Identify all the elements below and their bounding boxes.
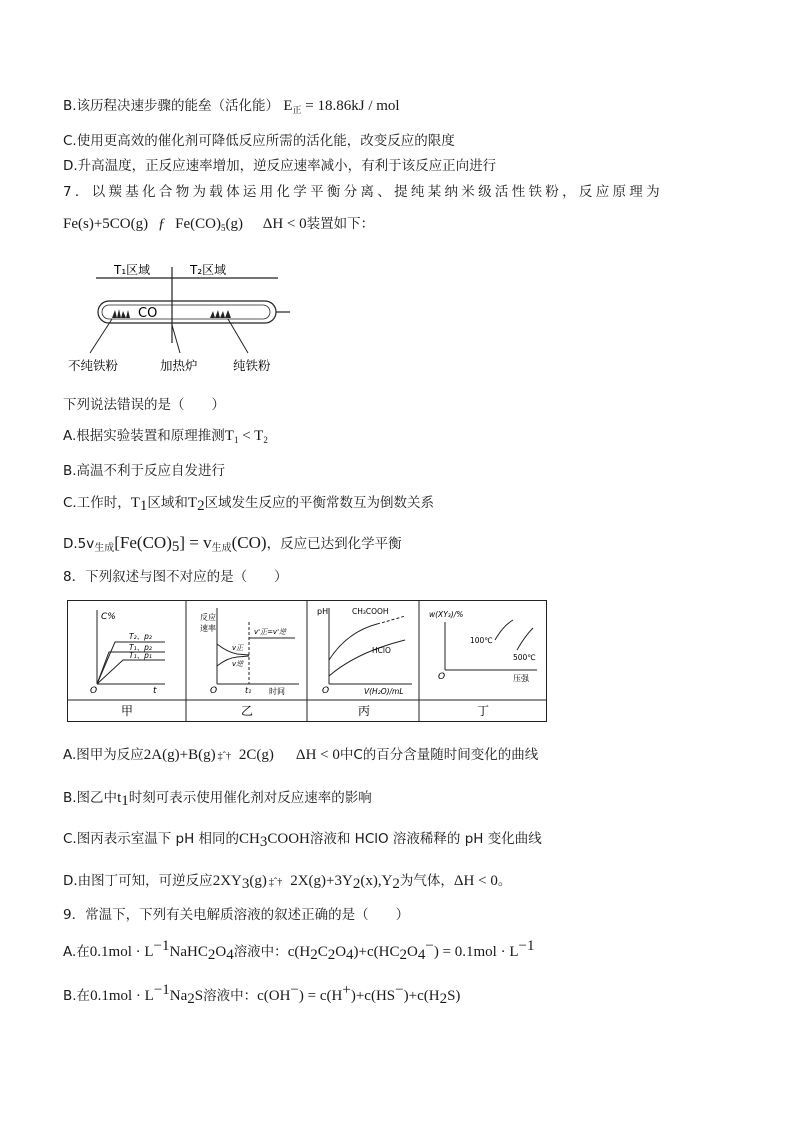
pure-iron-label: 纯铁粉 [233, 358, 271, 373]
bing-xlabel: V(H₂O)/mL [364, 687, 404, 696]
q7-eq-dh: ΔH < 0 [262, 216, 307, 232]
q8-stem: 8．下列叙述与图不对应的是（ ） [63, 569, 288, 585]
bing-caption: 丙 [358, 704, 371, 718]
bing-hclo-label: HClO [372, 646, 391, 655]
q7-equation [63, 214, 374, 238]
curve-t1-p1 [97, 660, 165, 684]
yi-origin: O [210, 686, 218, 696]
q7-option-a [63, 426, 268, 450]
yi-caption: 乙 [241, 704, 254, 718]
impure-pointer [90, 319, 112, 353]
jia-label-3: T₁、p₁ [129, 651, 152, 660]
yi-xlabel: 时间 [269, 687, 285, 696]
jia-xlabel: t [153, 686, 157, 696]
ding-ylabel: w(XY₃)/% [429, 610, 464, 619]
yi-vv-label: v'正=v'逆 [254, 628, 286, 636]
q9-stem: 9．常温下，下列有关电解质溶液的叙述正确的是（ ） [63, 907, 410, 923]
q7-eq-left: Fe(s)+5CO(g) [63, 216, 149, 232]
q9-option-a: A.在$0.1mol \cdot L^{-1}NaHC_2O_4$溶液中：$c(H_2C_2O_4)+c(HC_2O_4^-) = 0.1mol \cdot L^{-1}$ [63, 938, 535, 963]
ding-100c-label: 100℃ [470, 636, 493, 645]
q7-option-c: C.工作时，$T_1$区域和$T_2$区域发生反应的平衡常数互为倒数关系 [63, 495, 435, 514]
reaction-tube [98, 301, 276, 323]
q7-option-a-text: A.根据实验装置和原理推测 [63, 428, 225, 444]
q8-graph-table [67, 600, 547, 722]
impure-iron-label: 不纯铁粉 [68, 358, 119, 373]
q7-eq-right: Fe(CO) [175, 216, 221, 232]
yi-t1: t₁ [245, 686, 252, 695]
q7-question: 下列说法错误的是（ ） [63, 397, 225, 413]
graph-ding [429, 610, 537, 718]
yi-ylabel-1: 反应 [200, 613, 216, 622]
graph-jia [90, 610, 165, 718]
ding-100c-curve [495, 620, 513, 640]
q7-option-b: B.高温不利于反应自发进行 [63, 463, 226, 479]
q7-option-d: $D.5v_{生成}[Fe(CO)_5] = v_{生成}(CO)$，反应已达到化学平衡 [63, 533, 402, 555]
q8-option-a: A.图甲为反应2A(g)+B(g) ‡ˆ† 2C(g) ΔH < 0中C的百分含量随时间变化的曲线 [63, 747, 539, 763]
q8-option-b: B.图乙中$t_1$时刻可表示使用催化剂对反应速率的影响 [63, 790, 372, 809]
impure-iron-powder [112, 309, 130, 318]
q8-option-d: D.由图丁可知，可逆反应$2XY_3(g)$ ‡ˆ† $2X(g)+3Y_2(x),Y_2$为气体，ΔH < 0。 [63, 873, 512, 892]
pure-pointer [228, 319, 248, 353]
ding-xlabel: 压强 [513, 674, 529, 683]
q7-eq-sub: 5 [220, 223, 226, 233]
jia-label-1: T₂、p₂ [129, 632, 152, 641]
region1-label: T₁区域 [114, 263, 151, 277]
bing-ch3cooh-curve [329, 624, 377, 660]
jia-ylabel: C% [101, 612, 116, 622]
furnace-label: 加热炉 [160, 358, 198, 373]
q8-option-c: C.图丙表示室温下 pH 相同的$CH_3COOH$溶液和 HClO 溶液稀释的 pH 变化曲线 [63, 831, 542, 850]
co-label: CO [138, 306, 158, 321]
bing-origin: O [322, 686, 330, 696]
bing-ylabel: pH [317, 607, 329, 616]
q6-option-b-formula [283, 98, 399, 114]
q7-eq-state: (g) [225, 216, 243, 232]
energy-subscript: 正 [292, 105, 302, 115]
q7-option-a-math: $T_1 < T_2$ [224, 428, 268, 445]
q7-eq-tail: 装置如下： [306, 216, 375, 232]
graph-bing [317, 607, 412, 718]
ding-origin: O [438, 672, 446, 682]
q7-apparatus-figure [68, 255, 298, 380]
jia-label-2: T₁、p₂ [129, 643, 152, 652]
yi-ylabel-2: 速率 [200, 624, 216, 633]
q6-option-b-text: B.该历程决速步骤的能垒（活化能） [63, 98, 280, 114]
q6-option-b [63, 96, 400, 120]
ding-500c-label: 500℃ [513, 653, 536, 662]
jia-origin: O [90, 686, 98, 696]
ding-caption: 丁 [477, 704, 490, 718]
region2-label: T₂区域 [190, 263, 227, 277]
energy-value: = 18.86kJ / mol [301, 98, 400, 114]
q7-eq-arrow: ƒ [157, 216, 166, 232]
q9-option-b: B.在$0.1mol \cdot L^{-1}Na_2S$溶液中：$c(OH^-) = c(H^+)+c(HS^-)+c(H_2S)$ [63, 982, 461, 1007]
q6-option-d: D.升高温度，正反应速率增加，逆反应速率减小，有利于该反应正向进行 [63, 158, 497, 174]
pure-iron-powder [210, 310, 231, 318]
furnace-pointer [172, 325, 180, 353]
graph-yi [200, 608, 299, 718]
q7-stem: 7．以羰基化合物为载体运用化学平衡分离、提纯某纳米级活性铁粉，反应原理为 [63, 184, 663, 200]
jia-caption: 甲 [121, 704, 134, 718]
energy-symbol: E [283, 98, 293, 114]
q6-option-c: C.使用更高效的催化剂可降低反应所需的活化能，改变反应的限度 [63, 133, 455, 149]
ding-500c-curve [517, 628, 533, 650]
yi-vz-label: v正 [232, 644, 244, 652]
bing-ch3cooh-label: CH₃COOH [352, 607, 389, 616]
yi-vn-label: v逆 [232, 660, 244, 668]
